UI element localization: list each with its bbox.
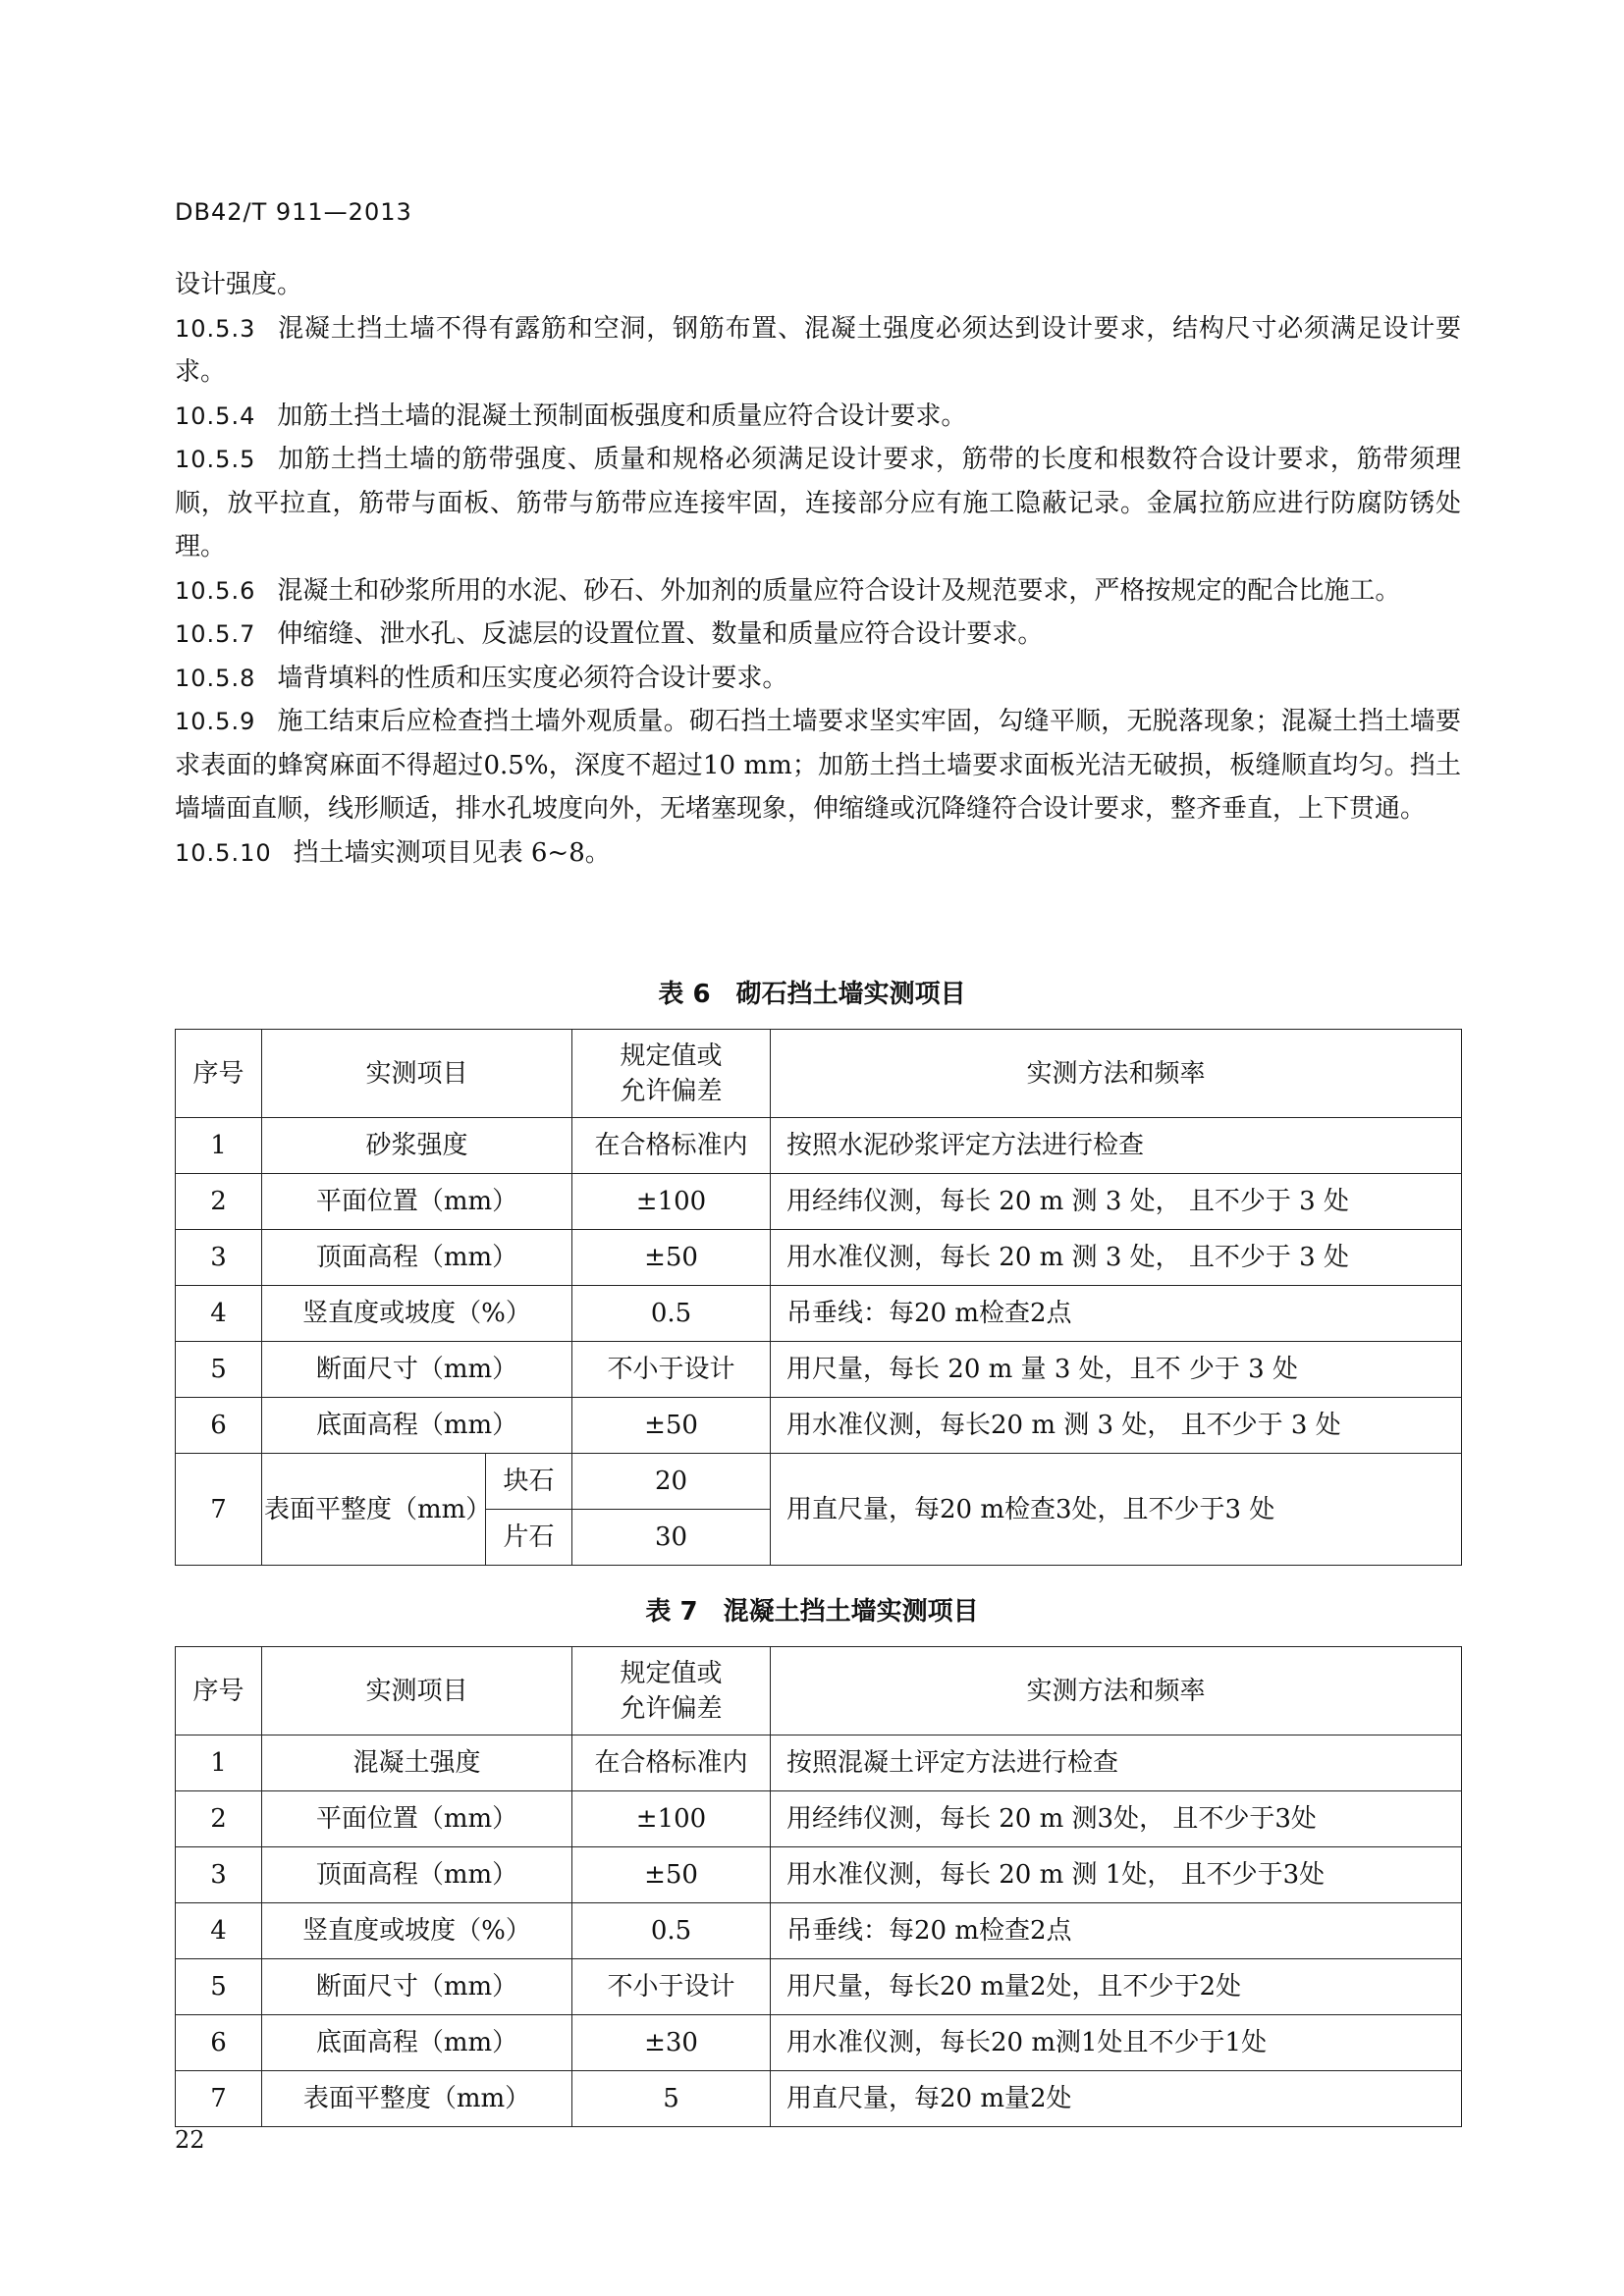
- cell-item: 断面尺寸（mm）: [262, 1959, 572, 2015]
- clause-10-5-9: [175, 700, 1461, 831]
- cell-seq: 4: [176, 1286, 262, 1342]
- header-item: 实测项目: [262, 1030, 572, 1118]
- cell-method: 用尺量，每长 20 m 量 3 处，且不 少于 3 处: [771, 1342, 1462, 1398]
- cell-method: 用水准仪测，每长20 m 测 3 处， 且不少于 3 处: [771, 1398, 1462, 1454]
- header-tolerance-line2: 允许偏差: [620, 1076, 723, 1106]
- cell-seq: 1: [176, 1118, 262, 1174]
- clause-number: 10.5.9: [175, 708, 256, 735]
- table-header-row: [176, 1647, 1462, 1735]
- clause-text: 混凝土挡土墙不得有露筋和空洞，钢筋布置、混凝土强度必须达到设计要求，结构尺寸必须满足设计要求。: [175, 313, 1461, 387]
- header-tolerance: [572, 1030, 771, 1118]
- body-text: [175, 263, 1461, 875]
- cell-item: 竖直度或坡度（%）: [262, 1286, 572, 1342]
- cell-item: 断面尺寸（mm）: [262, 1342, 572, 1398]
- cell-item: 底面高程（mm）: [262, 1398, 572, 1454]
- table-row: [176, 2015, 1462, 2071]
- cell-tolerance: ±50: [572, 1847, 771, 1903]
- clause-10-5-3: [175, 307, 1461, 395]
- cell-method: 用水准仪测，每长 20 m 测 3 处， 且不少于 3 处: [771, 1230, 1462, 1286]
- clause-number: 10.5.4: [175, 401, 256, 430]
- cell-item: 砂浆强度: [262, 1118, 572, 1174]
- table-row: [176, 1230, 1462, 1286]
- cell-item: 混凝土强度: [262, 1735, 572, 1791]
- clause-10-5-5: [175, 438, 1461, 569]
- cell-item: 平面位置（mm）: [262, 1791, 572, 1847]
- cell-seq: 4: [176, 1903, 262, 1959]
- clause-number: 10.5.3: [175, 314, 256, 343]
- cell-tolerance: 在合格标准内: [572, 1735, 771, 1791]
- clause-text: 伸缩缝、泄水孔、反滤层的设置位置、数量和质量应符合设计要求。: [277, 619, 1044, 649]
- cell-tolerance: 不小于设计: [572, 1342, 771, 1398]
- cell-seq: 1: [176, 1735, 262, 1791]
- clause-text: 施工结束后应检查挡土墙外观质量。砌石挡土墙要求坚实牢固，勾缝平顺，无脱落现象；混凝土挡土墙要求表面的蜂窝麻面不得超过0.5%，深度不超过10 mm；加筋土挡土墙要求面板光洁无破损，板缝顺直均匀。挡土墙墙面直顺，线形顺适，排水孔坡度向外，无堵塞现象，伸缩缝或沉降缝符合设计要求，整齐垂直，上下贯通。: [175, 707, 1461, 824]
- cell-item: 表面平整度（mm）: [262, 1454, 486, 1566]
- table-header-row: [176, 1030, 1462, 1118]
- clause-text: 墙背填料的性质和压实度必须符合设计要求。: [277, 663, 788, 693]
- table-row: [176, 2071, 1462, 2127]
- cell-subitem: 块石: [486, 1454, 572, 1510]
- table-row: [176, 1342, 1462, 1398]
- table-6: [175, 1029, 1462, 1566]
- cell-tolerance: 0.5: [572, 1903, 771, 1959]
- table-7: [175, 1646, 1462, 2127]
- cell-item: 顶面高程（mm）: [262, 1230, 572, 1286]
- table-7-caption: 表 7 混凝土挡土墙实测项目: [645, 1597, 979, 1627]
- paragraph: [175, 263, 1461, 307]
- cell-seq: 2: [176, 1174, 262, 1230]
- header-method: 实测方法和频率: [771, 1647, 1462, 1735]
- clause-text: 加筋土挡土墙的筋带强度、质量和规格必须满足设计要求，筋带的长度和根数符合设计要求，筋带须理顺，放平拉直，筋带与面板、筋带与筋带应连接牢固，连接部分应有施工隐蔽记录。金属拉筋应进行防腐防锈处理。: [175, 445, 1461, 561]
- cell-seq: 7: [176, 1454, 262, 1566]
- paragraph-text: 设计强度。: [175, 270, 303, 299]
- header-item: 实测项目: [262, 1647, 572, 1735]
- cell-seq: 7: [176, 2071, 262, 2127]
- cell-seq: 6: [176, 2015, 262, 2071]
- table-row: [176, 1959, 1462, 2015]
- cell-method: 用水准仪测，每长 20 m 测 1处， 且不少于3处: [771, 1847, 1462, 1903]
- header-tolerance: [572, 1647, 771, 1735]
- table-row: [176, 1286, 1462, 1342]
- table-row: [176, 1454, 1462, 1510]
- cell-tolerance: 30: [572, 1510, 771, 1566]
- cell-method: 用尺量，每长20 m量2处，且不少于2处: [771, 1959, 1462, 2015]
- table-row: [176, 1174, 1462, 1230]
- cell-seq: 5: [176, 1959, 262, 2015]
- clause-10-5-7: [175, 613, 1461, 657]
- cell-seq: 3: [176, 1847, 262, 1903]
- cell-seq: 2: [176, 1791, 262, 1847]
- cell-tolerance: ±50: [572, 1398, 771, 1454]
- cell-method: 用经纬仪测，每长 20 m 测 3 处， 且不少于 3 处: [771, 1174, 1462, 1230]
- header-tolerance-line1: 规定值或: [620, 1041, 723, 1071]
- clause-number: 10.5.8: [175, 664, 256, 692]
- table-row: [176, 1118, 1462, 1174]
- page-number: 22: [175, 2126, 205, 2154]
- cell-method: 按照水泥砂浆评定方法进行检查: [771, 1118, 1462, 1174]
- cell-method: 吊垂线：每20 m检查2点: [771, 1903, 1462, 1959]
- cell-method: 用直尺量，每20 m量2处: [771, 2071, 1462, 2127]
- cell-tolerance: 20: [572, 1454, 771, 1510]
- cell-item: 底面高程（mm）: [262, 2015, 572, 2071]
- cell-tolerance: ±30: [572, 2015, 771, 2071]
- cell-tolerance: ±50: [572, 1230, 771, 1286]
- table-row: [176, 1735, 1462, 1791]
- cell-seq: 3: [176, 1230, 262, 1286]
- header-seq: 序号: [176, 1647, 262, 1735]
- cell-subitem: 片石: [486, 1510, 572, 1566]
- cell-tolerance: 0.5: [572, 1286, 771, 1342]
- header-tolerance-line2: 允许偏差: [620, 1693, 723, 1724]
- cell-method: 用直尺量，每20 m检查3处，且不少于3 处: [771, 1454, 1462, 1566]
- clause-text: 加筋土挡土墙的混凝土预制面板强度和质量应符合设计要求。: [277, 400, 967, 431]
- cell-method: 用水准仪测，每长20 m测1处且不少于1处: [771, 2015, 1462, 2071]
- cell-item: 顶面高程（mm）: [262, 1847, 572, 1903]
- table-6-caption: 表 6 砌石挡土墙实测项目: [658, 980, 966, 1009]
- clause-number: 10.5.5: [175, 446, 256, 473]
- clause-10-5-10: [175, 831, 1461, 876]
- clause-number: 10.5.10: [175, 838, 272, 867]
- table-row: [176, 1791, 1462, 1847]
- cell-method: 用经纬仪测，每长 20 m 测3处， 且不少于3处: [771, 1791, 1462, 1847]
- cell-tolerance: ±100: [572, 1791, 771, 1847]
- cell-seq: 6: [176, 1398, 262, 1454]
- cell-tolerance: 在合格标准内: [572, 1118, 771, 1174]
- clause-10-5-4: [175, 395, 1461, 439]
- cell-tolerance: ±100: [572, 1174, 771, 1230]
- header-method: 实测方法和频率: [771, 1030, 1462, 1118]
- cell-item: 表面平整度（mm）: [262, 2071, 572, 2127]
- header-seq: 序号: [176, 1030, 262, 1118]
- cell-method: 吊垂线：每20 m检查2点: [771, 1286, 1462, 1342]
- clause-text: 挡土墙实测项目见表 6~8。: [293, 837, 611, 868]
- table-row: [176, 1903, 1462, 1959]
- cell-tolerance: 不小于设计: [572, 1959, 771, 2015]
- clause-number: 10.5.6: [175, 576, 256, 605]
- cell-seq: 5: [176, 1342, 262, 1398]
- table-row: [176, 1398, 1462, 1454]
- table-row: [176, 1847, 1462, 1903]
- clause-10-5-8: [175, 657, 1461, 701]
- clause-number: 10.5.7: [175, 620, 256, 648]
- cell-tolerance: 5: [572, 2071, 771, 2127]
- cell-method: 按照混凝土评定方法进行检查: [771, 1735, 1462, 1791]
- clause-10-5-6: [175, 569, 1461, 614]
- cell-item: 竖直度或坡度（%）: [262, 1903, 572, 1959]
- clause-text: 混凝土和砂浆所用的水泥、砂石、外加剂的质量应符合设计及规范要求，严格按规定的配合比施工。: [277, 575, 1401, 606]
- header-tolerance-line1: 规定值或: [620, 1658, 723, 1688]
- cell-item: 平面位置（mm）: [262, 1174, 572, 1230]
- document-code: DB42/T 911—2013: [175, 198, 412, 226]
